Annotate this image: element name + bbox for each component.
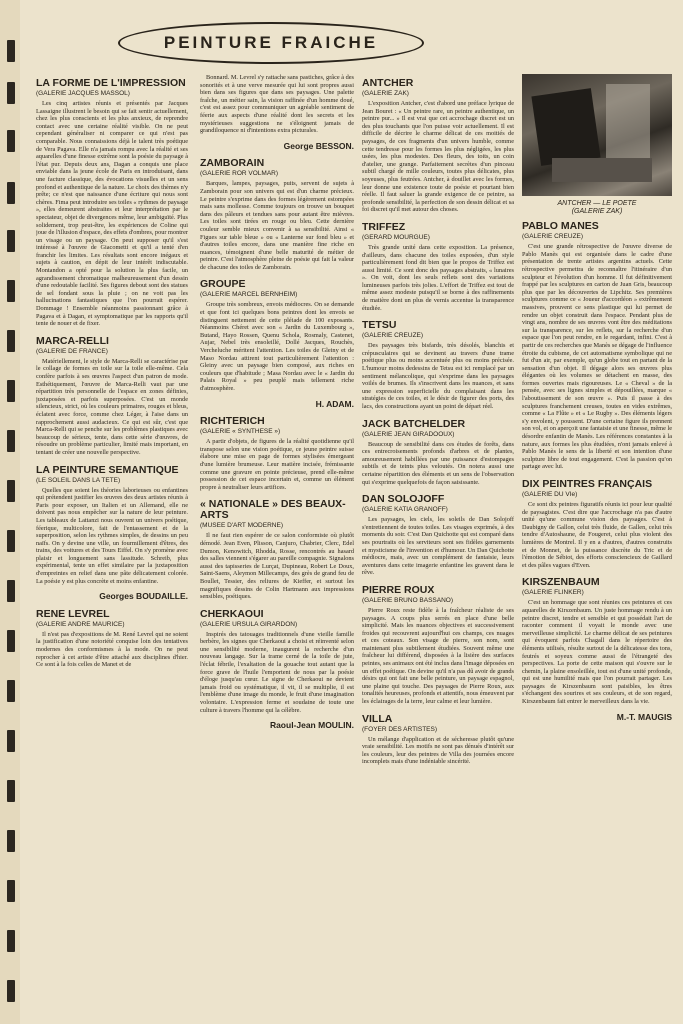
author-signature: George BESSON. xyxy=(283,140,354,151)
article-body: Beaucoup de sensibilité dans ces études de forêts, dans ces entrecroisements profonds d'arbres et de plantes, amoureusement habillées par une puissance d'estompages subtils et de teints plus veloutés. On notera aussi une certaine répartition des éléments et un sens de l'observation qui s'exprime quelquefois de façon saisissante. xyxy=(362,440,514,486)
article-venue: (GALERIE KATIA GRANOFF) xyxy=(362,506,448,514)
article-signature xyxy=(200,140,354,151)
article xyxy=(362,222,514,312)
article-body: Bonnard. M. Levrel s'y rattache sans pastiches, grâce à des sonorités et à une verve mesurée qui lui sont propres aussi bien dans ses figures que dans ses paysages. Une palette fraîche, un métier sain, la vision raffinée d'un homme doué, c'est est assez pour communiquer un agréable sentiment de féerie aux aspects d'une réalité dont les secrets et les mystérieuses suggestions ne s'éloignent jamais de grandiloquence ni d'intentions extra picturales. xyxy=(200,74,354,135)
article-headline: PABLO MANES xyxy=(522,220,599,233)
article-body: Les cinq artistes réunis et présentés par Jacques Lassaigne illustrent le besoin qui se fait sentir actuellement, chez les plus conscients et les plus anxieux, de reprendre contact avec une certaine réalité visible. On ne peut cependant généraliser ni comparer ce qui n'est pas comparable. Nous connaissions déjà le talent très poétique de Vera Pagava. Elle n'a jamais rompu avec la réalité et ses aquarelles d'une finesse extrême sont la poésie du paysage à l'état pur. Depuis deux ans, Dagan a conquis une place enviable dans la jeune école de Paris en introduisant, dans une facture classique, des évocations visuelles et un sens profond et authentique de la nature. Le choix des thèmes n'y prête; ce n'est que naissance d'une écriture qui nous sont chères. Fima peut introduire ses toiles « rythmes de paysage », elles demeurent abstraites et leur interprétation par le spectateur, objet de divergences même, leur ambiguïté. Plus solidement, trop peut-être, les expériences de Coline qui joue de l'illusion d'espace, des effets d'ombres, pour montrer un visage ou un paysage. On peut supposer qu'il s'est intéressé à l'œuvre de Giacometti et qu'il a tenté d'en franchir les limites. Les résultats sont encore inégaux et sujets à caution, en dépit de leur intérêt indiscutable. Montandon a opté pour la solution la plus facile, un agrandissement chromatique malheureusement d'un dessin d'une redoutable facilité. Ses figures debout sont des statues de sel fondant sous la pluie ; on ne voit pas les hallucinations fantastiques que l'on pourrait espérer. Dommage ! Ensemble néanmoins passionnant grâce à Pagava et à Dagan, et symptomatique par les rapports qu'il tente de nouer et de fixer. xyxy=(36,100,188,328)
article-body: Ce sont dix peintres figuratifs réunis ici pour leur qualité de paysagistes. C'est dire que l'accrochage n'a pas d'autre unité qu'une commune vision des paysages. C'est à Daubigny de Gallon, celui très fluide, de Gallen, celui très tendre d'Autoshaune, de Fougeret, celui plus violent des lumières de Montrel. Il y en a d'autres, d'autres construits et de Monnet, de la puissance discrète du Tric et de l'émotion de Sébiot, des efforts consciencieux de Gaillard et des pâles vagues d'Even. xyxy=(522,501,672,569)
binding-hole xyxy=(7,530,15,552)
article xyxy=(200,416,354,491)
column-3 xyxy=(362,74,514,994)
article-body: C'est une grande rétrospective de l'œuvre diverse de Pablo Manès qui est organisée dans le cadre d'une présentation de trente artistes argentins actuels. Cette rétrospective permettra de reconnaître l'itinéraire d'un sculpteur et l'évolution d'un homme. Il fut définitivement frappé par les sculptures en carton de Juan Gris, beaucoup plus que par les découvertes de Lipchitz. Ses premières sculptures comme ce « Joueur d'accordéon » extrêmement massives, prouvent ce sens plastique qui lui permet de rendre un objet construit dans l'espace. Pendant plus de vingt ans, nombre de ses œuvres vont être des méditations sur la transparence, sur les reflets, sur la recherche d'un espace que l'on peut rendre, en le regardant, infini. C'est à partir de ces recherches que Manès se dégage de l'influence étroite du cubisme, de cet automatisme symbolique qui ne fut d'un air, par exemple, qu'un globe tout en partant de la sensation d'un objet. Il dégage alors ses œuvres plus élégantes où les volumes se détachent en masse, des formes ouvertes mais rigoureuses. Le « Cheval » de la pensée, avec ses lignes simples et dépouillées, marque « l'aboutissement de son œuvre ». Puis il passe à des sculptures franchement creuses, toutes en vides extrêmes, comme « La Flûte » et « Le Rugby ». Des éléments légers s'y envolent, y poussent. D'une certaine figure ils prennent son vol, et on aperçoit une fantaisie et une finesse, même le désordre enfantin de Manès. Les références constantes à la nature, aux formes les plus étudiées, n'ont jamais enlevé à Pablo Manès le sens de la liberté et son intention d'une sculpture libre de tout engagement. C'est la passion qu'on partage avec lui. xyxy=(522,243,672,471)
article-venue: (GALERIE JEAN GIRADOOUX) xyxy=(362,430,455,438)
article-venue: (GALERIE ANDRE MAURICE) xyxy=(36,620,125,628)
author-signature: M.-T. MAUGIS xyxy=(616,711,672,722)
author-signature: H. ADAM. xyxy=(315,398,354,409)
article-body: Barques, lampes, paysages, puits, servent de sujets à Zamborain pour son univers qui est d'un charme précieux. Le peintre s'exprime dans des formes légèrement estompées mais sans mollesse. Comme toujours on trouve un bouquet dans des pâleurs et tendues sans pour autant être mièvres. Les toiles sont tirées en rouge ou bleu. Cette dernière couleur semble mieux convenir à sa sensibilité. Ainsi « Figues sur table bleue » ou « Lanterne sur fond bleu » et d'autres toiles encore, dans une manière fine riche en nuances, témoignent d'une belle maturité de métier de peintre. C'est l'atmosphère pleine de poésie qui fait la valeur de chacune des toiles de Zamborain. xyxy=(200,180,354,271)
article xyxy=(362,78,514,214)
article-body: Il ne faut rien espérer de ce salon conformiste où plutôt démodé. Jean Even, Plisson, Canjuro, Chabrier, Clerc, Edel Dumon, Kenowitch, Rhodda, Rosse, rencontrés au hasard des salles viennent s'égarer au pareille compagnie. Signalons aussi des tapisseries de Lurçat, Dupineau, Robert Le Doux, Saint-Saens, Aleymon Millecamps, des grès de grand feu de Boullet, Tessier, des reliures de Kieffer, et surtout les magnifiques dessins de Colin Hartmann aux impressions sensibles, poétiques. xyxy=(200,532,354,601)
binding-hole xyxy=(7,680,15,702)
article xyxy=(200,279,354,392)
article-venue: (GALERIE URSULA GIRARDON) xyxy=(200,620,298,628)
article-headline: RICHTERICH xyxy=(200,415,265,428)
article xyxy=(200,499,354,600)
article-venue: (GALERIE CREUZE) xyxy=(522,233,584,241)
article xyxy=(200,158,354,271)
article xyxy=(36,336,188,457)
binding-hole xyxy=(7,40,15,62)
article-headline: VILLA xyxy=(362,712,393,725)
article-venue: (GALERIE DU VIe) xyxy=(522,491,578,498)
binding-hole xyxy=(7,930,15,952)
article-headline: GROUPE xyxy=(200,278,246,291)
binding-hole xyxy=(7,280,15,302)
binding-hole xyxy=(7,130,15,152)
article-signature xyxy=(522,711,672,722)
article-headline: PIERRE ROUX xyxy=(362,583,435,596)
article-headline: JACK BATCHELDER xyxy=(362,417,466,430)
article-body: Des paysages très bisfards, très désolés, blanchis et crépusculaires qui se devinent au travers d'une trame poétique plus ou moins accentuée plus ou moins précisée. L'humour moins dedessins de Tetsu est ici remplacé par un sentiment mélancolique, qui s'exprime dans les paysages voilés de brumes. Ils s'inscrivent dans les nuances, et sans une expression superficielle du complaisant dans les stratégies de ces toiles, et le désir de figurer des ports, des lacs, des constructions ayant un point de départ réel. xyxy=(362,342,514,410)
article xyxy=(362,714,514,766)
binding-hole xyxy=(7,430,15,452)
article-headline: TRIFFEZ xyxy=(362,220,406,233)
article-body: Matériellement, le style de Marca-Relli se caractérise par le collage de formes en toile sur la toile elle-même. Cela confère parfois à ses œuvres l'aspect d'un patron de mode. Esthétiquement, l'œuvre de Marca-Relli vaut par une répartition très personnelle de l'espace en zones définies, juxtaposées et parfois superposées. C'est un monde silencieux, strict, où les couleurs primaires, rouges et bleus, éclatent avec force, comme chez Léger, à l'aise dans un rapprochement aussi audacieux. Ce qui est sûr, c'est que Marca-Relli qui se penche sur les problèmes plastiques avec beaucoup de sérieux, tente, dans cette série d'œuvres, de résoudre un problème particulier, limité mais important, en tentant de créer une nouvelle perspective. xyxy=(36,357,188,456)
article-headline: LA PEINTURE SEMANTIQUE xyxy=(36,463,179,476)
article-headline: MARCA-RELLI xyxy=(36,334,109,347)
binding-hole xyxy=(7,830,15,852)
article xyxy=(522,479,672,569)
binding-hole xyxy=(7,230,15,252)
article xyxy=(522,577,672,705)
article-body: Groupe très sombreux, envois médiocres. On se demande et que font ici quelques bons peintres dont les envois se distinguent nettement de cette pléiade de 100 exposants. Néanmoins Chéret avec son « Jardin du Luxembourg », Butand, Hayo Rossen, Quenu Schola, Rosmaly, Castenet, Aujar, Nebel très ensoleillé, Dollé Jacques, Rouchès, Vercheluche méritent l'attention. Les toiles de Gleiny et de Maso Nordau attirent tout particulièrement l'attention : Gleiny avec un paysage bien composé, aux riches en couleurs que d'habitude ; Masa Nordau avec le « Jardin du Palais Royal » peu peuplé mais tellement riche d'atmosphère. xyxy=(200,301,354,392)
section-banner xyxy=(118,22,424,64)
article-body: A partir d'objets, de figures de la réalité quotidienne qu'il transpose selon une vision poétique, ce jeune peintre suisse élabore une mise en page de formes stylisées émergeant d'une lumière brumeuse. Leur matière incisée, frémissante comme une gravure en pointe précieuse, prend elle-même possession de cet espace incertain et, comme un élément propre à neutraliser leurs artifices. xyxy=(200,438,354,491)
article-headline: ANTCHER xyxy=(362,77,414,89)
article xyxy=(362,494,514,577)
article-venue: (GALERIE JACQUES MASSOL) xyxy=(36,90,130,97)
article-signature xyxy=(200,398,354,409)
binding-hole xyxy=(7,880,15,902)
article-headline: ZAMBORAIN xyxy=(200,157,265,170)
article-body: Les paysages, les ciels, les soleils de Dan Solojoff s'entretiennent de toutes toiles. Les visages exprimés, à des moments du soir. C'est Dan Quichotte qui est comparé dans ses pourtraits où les serviteurs sont ses fidèles garnements et mysticisme de l'invention et d'humour. Un Dan Quichotte médiocre, mais, avec un complément de fantaisie, leurs aventures dans cette imagerie enfantine les gravent dans le rêve. xyxy=(362,516,514,577)
article-body: Il n'est pas d'expositions de M. René Levrel qui ne soient la justification d'une notoriété conquise loin des tentatives modernes des conformismes à la mode. On ne peut reprocher à cet artiste d'être attaché aux disciplines d'hier. Ce sont à la fois celles de Manet et de xyxy=(36,630,188,669)
article-venue: (GALERIE ZAK) xyxy=(362,90,409,97)
article xyxy=(200,609,354,715)
article xyxy=(36,609,188,669)
article-body: Pierre Roux reste fidèle à la fraîcheur réaliste de ses paysages. A coups plus serrés en place d'une belle simplicité. Mais les nuances objectives et successivement froides qui recouvrent aujourd'hui ces champs, ces nuages et ces coteaux. Son visage de pierre, son nom, sont maintenant plus subtilement étudiées. Souvent même une fraîcheur lui différend, disposées à la lisière des surfaces peintes, ses animaux ont été inclus dans l'image déposées en un effet poétique. On devine qu'il n'a pas dû avoir de grands désirs qui ont fait une belle peinture, un paysage espagnol, une plaine qui touche. Des paysages de Pierre Roux, aux tonalités heureuses, profonds et attentifs, nous émeuvent par les éclairages de la terre, leur calme et leur lumière. xyxy=(362,606,514,706)
article xyxy=(200,74,354,135)
column-4 xyxy=(522,74,672,1014)
author-signature: Georges BOUDAILLE. xyxy=(99,591,188,602)
article-venue: (GALERIE CREUZE) xyxy=(362,332,424,340)
article-venue: (GERARD MOURGUE) xyxy=(362,233,430,241)
article xyxy=(522,221,672,471)
binding-hole xyxy=(7,182,15,204)
article-venue: (GALERIE BRUNO BASSANO) xyxy=(362,596,454,604)
article-headline: LA FORME DE L'IMPRESSION xyxy=(36,77,186,89)
binding-hole xyxy=(7,730,15,752)
binding-hole xyxy=(7,580,15,602)
binding-hole xyxy=(7,380,15,402)
column-1 xyxy=(36,74,188,994)
article-venue: (LE SOLEIL DANS LA TETE) xyxy=(36,476,121,484)
article-signature xyxy=(200,722,354,730)
article-signature xyxy=(36,593,188,601)
artwork-photo xyxy=(522,74,672,196)
article-venue: (GALERIE FLINKER) xyxy=(522,589,584,597)
article-venue: (GALERIE ROR VOLMAR) xyxy=(200,170,279,178)
article-venue: (GALERIE MARCEL BERNHEIM) xyxy=(200,291,298,299)
article-body: C'est un hommage que sont réunies ces peintures et ces aquarelles de Kirszenbaum. Un juste hommage rendu à un peintre discret, tendre et sensible et qui possédait l'art de raconter comment il voyait le monde avec une merveilleuse simplicité. Le charme délicat de ses peintures qui évoquent parfois Chagall dans le répertoire des éléments utilisés, résulte surtout de la délicatesse des tons, feutrés et soyeux comme aussi de l'étrangeté des perspectives. La porte de cette maison qui s'ouvre sur le chemin, la plaine ensoleillée, tout est d'une unité profonde, qui est une humilité mais que l'on pourrait partager. Les paysages de Kirszenbaum sont paisibles, les êtres s'échangent des sourires et ses couleurs, et de son regard, Kirszenbaum fait entrer le merveilleux dans la vie. xyxy=(522,599,672,706)
article xyxy=(362,419,514,487)
binding-hole xyxy=(7,82,15,104)
article-body: Quelles que soient les théories laborieuses ou enfantines qui prétendent justifier les œuvres des deux artistes réunis à Paris pour exposer, un Italien et un Allemand, elle ne doivent pas nous empêcher sur la nature de leur peinture. Les tableaux de Lattanzi nous ouvrent un univers poétique, féerique, multicolore, fait de l'entassement et de la superposition, selon les rythmes simples, de dessins un peu naïfs. On y devine une ville, un fourmillement d'êtres, des trains, des voitures et des Tours Eiffel. On s'y promène avec plaisir et longuement sans lassitude. Schreib, plus expérimental, tente un effet similaire par la juxtaposition d'empreintes en relief dans une pâte délicatement colorée. La poésie y est plus concrète et moins enfantine. xyxy=(36,486,188,585)
article-headline: « NATIONALE » DES BEAUX-ARTS xyxy=(200,498,346,522)
article-venue: (FOYER DES ARTISTES) xyxy=(362,725,438,733)
binding-hole xyxy=(7,480,15,502)
article-headline: CHERKAOUI xyxy=(200,607,264,620)
binding-hole xyxy=(7,630,15,652)
article-venue: (MUSEE D'ART MODERNE) xyxy=(200,522,283,530)
article xyxy=(36,465,188,586)
article-headline: DIX PEINTRES FRANÇAIS xyxy=(522,478,653,490)
article-headline: DAN SOLOJOFF xyxy=(362,493,445,506)
article-body: Un mélange d'application et de sécheresse plutôt qu'une vraie sensibilité. Les motifs ne sont pas dénués d'intérêt sur les couleurs, leur des peintres de Villa des journées encore incomplets mais d'une indéniable sincérité. xyxy=(362,735,514,766)
banner-title: PEINTURE FRAICHE xyxy=(163,33,379,52)
article-venue: (GALERIE « SYNTHESE ») xyxy=(200,428,281,436)
article xyxy=(362,585,514,706)
article-headline: TETSU xyxy=(362,319,397,332)
article-venue: (GALERIE DE FRANCE) xyxy=(36,347,108,355)
article-body: Inspirés des tatouages traditionnels d'une vieille famille berbère, les signes que Cherkaoui a choisi et réinventé selon une sensibilité moderne, inaugurent la recherche d'un nouveau langage. Sur la trame cerné de la toile de jute, l'éclat fébrile, l'exaltation de la gouache tout autant que la force grave de l'huile l'emportent de nous par la poésie d'éloge jusqu'au cœur. Le signe de Cherkaoui ne devient jamais froid ou systématique, il vit, il se multiplie, il est l'emblème d'une image du monde, le fruit d'une imagination volontaire. L'expression ferme et soudaine de toute une culture à travers l'homme qui la célèbre. xyxy=(200,630,354,714)
author-signature: Raoul-Jean MOULIN. xyxy=(269,720,354,731)
article-headline: RENE LEVREL xyxy=(36,607,110,620)
binding-hole xyxy=(7,780,15,802)
article-body: Très grande unité dans cette exposition. La présence, d'ailleurs, dans chacune des toiles exposées, d'un style particulièrement fond dit bien que le propos de Triffez est aussi limité. Ce sont donc des paysages abstraits, « lunaires ». On voit, dont les seuls reflets sont des variations lumineuses parfois très jolies. L'effort de Triffez est tout de même assez modeste puisqu'il se borne à des raffinements de matière dont un plus de vernis accentue la transparence étudiée. xyxy=(362,243,514,312)
article xyxy=(36,78,188,328)
page-binding-strip xyxy=(0,0,20,1024)
column-2 xyxy=(200,74,354,1004)
photo-caption: ANTCHER — LE POETE (GALERIE ZAK) xyxy=(557,200,637,215)
binding-hole xyxy=(7,330,15,352)
article-headline: KIRSZENBAUM xyxy=(522,576,600,589)
binding-hole xyxy=(7,980,15,1002)
article xyxy=(362,320,514,410)
article-body: L'exposition Antcher, c'est d'abord une préface lyrique de Jean Bouret : « Un peintre rare, un peintre authentique, un peintre pur... » Il est vrai que cet accrochage discret est un des plus touchants que l'on puisse voir actuellement. Il est difficile de décrire le charme délicat de ces moitiés de paysages, de ces fragments d'un univers humble, comme cette tendresse pour les formes les plus négligées, les plus usées, les plus modestes. Des fleurs, des toits, un coin d'atelier, une grange. Parfaitement secrètes d'un pinceau subtil chargé de mille couleurs, toutes plus délicates, plus soyeuses, plus feutrées. Antcher, à douillet avec les formes, leur donne une existence toute de poésie et pourtant bien réelle. Il faut saluer la grande exigence de ce peintre, sa profonde sensibilité, la perfection de son dessin délicat et sa foi discret qu'il met autour des choses. xyxy=(362,100,514,214)
